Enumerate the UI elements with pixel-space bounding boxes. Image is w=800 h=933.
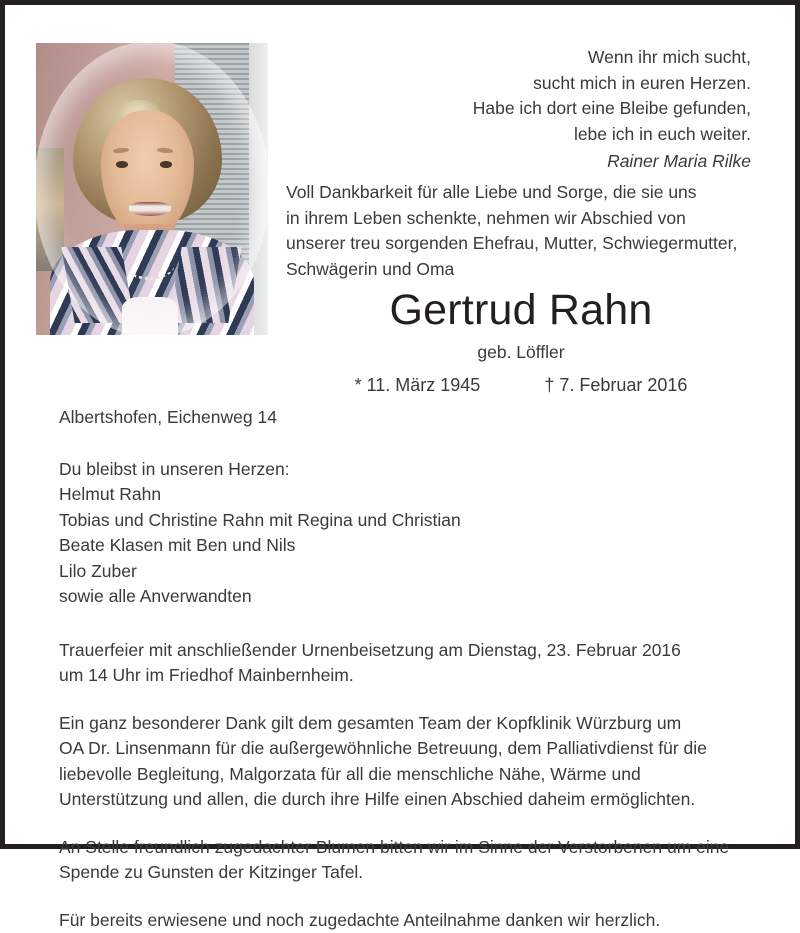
notice-body <box>59 405 759 933</box>
portrait-mouth <box>129 202 171 215</box>
notice-inner <box>5 5 795 844</box>
intro-paragraph <box>286 180 766 282</box>
address-line: Albertshofen, Eichenweg 14 <box>59 405 759 431</box>
deceased-maiden-name: geb. Löffler <box>286 339 756 365</box>
family-member: Beate Klasen mit Ben und Nils <box>59 533 759 559</box>
memorial-poem <box>281 45 751 175</box>
family-list <box>59 457 759 610</box>
portrait-undershirt <box>122 297 178 335</box>
closing-line: Für bereits erwiesene und noch zugedachte Anteilnahme danken wir herzlich. <box>59 908 759 933</box>
poem-author: Rainer Maria Rilke <box>281 149 751 175</box>
deceased-dates <box>286 373 756 397</box>
intro-line: in ihrem Leben schenkte, nehmen wir Abschied von <box>286 206 766 232</box>
thanks-paragraph <box>59 711 759 813</box>
intro-line: unserer treu sorgenden Ehefrau, Mutter, Schwiegermutter, <box>286 231 766 257</box>
thanks-line: OA Dr. Linsenmann für die außergewöhnliche Betreuung, dem Palliativdienst für die <box>59 736 759 762</box>
service-line: um 14 Uhr im Friedhof Mainbernheim. <box>59 663 759 689</box>
deceased-name: Gertrud Rahn <box>286 285 756 335</box>
portrait-necklace <box>124 247 175 279</box>
closing-paragraph <box>59 908 759 933</box>
intro-line: Voll Dankbarkeit für alle Liebe und Sorge, die sie uns <box>286 180 766 206</box>
poem-line: Habe ich dort eine Bleibe gefunden, <box>281 96 751 122</box>
donation-paragraph <box>59 835 759 886</box>
birth-date: * 11. März 1945 <box>355 373 481 397</box>
portrait-oval <box>36 43 268 335</box>
thanks-line: Unterstützung und allen, die durch ihre Hilfe einen Abschied daheim ermöglichten. <box>59 787 759 813</box>
photo-background-left-object <box>36 148 64 271</box>
portrait-photo <box>36 43 268 335</box>
poem-line: sucht mich in euren Herzen. <box>281 71 751 97</box>
family-member: Helmut Rahn <box>59 482 759 508</box>
family-member: Tobias und Christine Rahn mit Regina und Christian <box>59 508 759 534</box>
service-line: Trauerfeier mit anschließender Urnenbeisetzung am Dienstag, 23. Februar 2016 <box>59 638 759 664</box>
family-member: Lilo Zuber <box>59 559 759 585</box>
family-member: sowie alle Anverwandten <box>59 584 759 610</box>
family-heading: Du bleibst in unseren Herzen: <box>59 457 759 483</box>
donation-line: An Stelle freundlich zugedachter Blumen bitten wir im Sinne der Verstorbenen um eine <box>59 835 759 861</box>
donation-line: Spende zu Gunsten der Kitzinger Tafel. <box>59 860 759 886</box>
deceased-name-block <box>286 285 756 397</box>
thanks-line: Ein ganz besonderer Dank gilt dem gesamten Team der Kopfklinik Würzburg um <box>59 711 759 737</box>
death-date: † 7. Februar 2016 <box>544 373 687 397</box>
intro-line: Schwägerin und Oma <box>286 257 766 283</box>
thanks-line: liebevolle Begleitung, Malgorzata für all die menschliche Nähe, Wärme und <box>59 762 759 788</box>
portrait-eye-right <box>160 161 172 167</box>
poem-line: Wenn ihr mich sucht, <box>281 45 751 71</box>
portrait-eye-left <box>116 161 128 167</box>
funeral-service-paragraph <box>59 638 759 689</box>
poem-line: lebe ich in euch weiter. <box>281 122 751 148</box>
